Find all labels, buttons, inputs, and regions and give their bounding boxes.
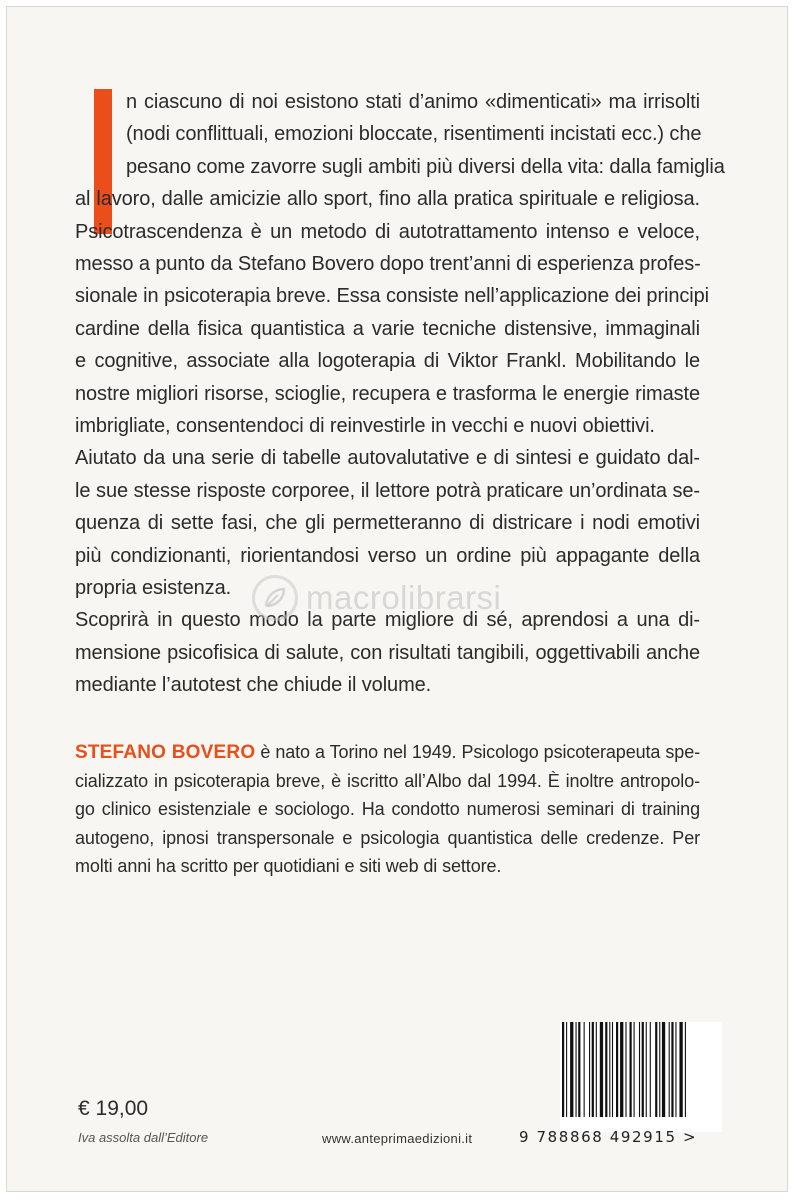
blurb-line: Psicotrascendenza è un metodo di autotrattamento intenso e veloce, (75, 220, 700, 243)
blurb-line: quenza di sette fasi, che gli permetteranno di districare i nodi emotivi (75, 512, 700, 535)
blurb-opening (126, 86, 725, 183)
blurb-line: e cognitive, associate alla logoterapia di Viktor Frankl. Mobilitando le (75, 350, 700, 373)
tax-note: Iva assolta dall’Editore (78, 1130, 209, 1145)
barcode-bar (605, 1022, 607, 1117)
blurb-line: Scoprirà in questo modo la parte migliore di sé, aprendosi a una di- (75, 609, 700, 632)
barcode (560, 1022, 722, 1132)
barcode-bars (560, 1022, 722, 1117)
barcode-bar (562, 1022, 564, 1117)
blurb-line: n ciascuno di noi esistono stati d’animo «dimenticati» ma irrisolti (126, 91, 700, 113)
bio-line: è nato a Torino nel 1949. Psicologo psicoterapeuta spe- (255, 742, 701, 762)
bio-first-line (75, 738, 700, 767)
barcode-bar (578, 1022, 580, 1117)
barcode-bar (620, 1022, 623, 1117)
blurb-line: cardine della fisica quantistica a varie tecniche distensive, immaginali (75, 317, 700, 340)
blurb-line: più condizionanti, riorientandosi verso un ordine più appagante della (75, 544, 700, 567)
blurb-line: al lavoro, dalle amicizie allo sport, fino alla pratica spirituale e religiosa. (75, 188, 700, 211)
bio-line: cializzato in psicoterapia breve, è iscritto all’Albo dal 1994. È inoltre antropolo- (75, 771, 700, 792)
barcode-bar (659, 1022, 660, 1117)
author-name: STEFANO BOVERO (75, 742, 256, 763)
barcode-bar (685, 1022, 686, 1117)
barcode-bar (669, 1022, 670, 1117)
barcode-bar (616, 1022, 618, 1117)
blurb-line: le sue stesse risposte corporee, il lettore potrà praticare un’ordinata se- (75, 479, 700, 502)
blurb-line: nostre migliori risorse, scioglie, recupera e trasforma le energie rimaste (75, 382, 700, 405)
barcode-bar (642, 1022, 644, 1117)
price: € 19,00 (78, 1097, 149, 1120)
barcode-bar (596, 1022, 597, 1117)
barcode-bar (634, 1022, 635, 1117)
blurb-line: Aiutato da una serie di tabelle autovalutative e di sintesi e guidato dal- (75, 447, 700, 470)
barcode-bar (592, 1022, 594, 1117)
watermark (252, 575, 501, 621)
blurb-line: pesano come zavorre sugli ambiti più diversi della vita: dalla famiglia (126, 155, 725, 178)
bio-line: go clinico esistenziale e sociologo. Ha condotto numerosi seminari di training (75, 799, 700, 820)
barcode-bar (584, 1022, 585, 1117)
barcode-bar (566, 1022, 567, 1117)
barcode-bar (646, 1022, 647, 1117)
barcode-bar (639, 1022, 640, 1117)
blurb-line: (nodi conflittuali, emozioni bloccate, risentimenti incistati ecc.) che (126, 123, 702, 146)
barcode-bar (600, 1022, 603, 1117)
barcode-bar (625, 1022, 626, 1117)
blurb-line: mensione psicofisica di salute, con risultati tangibili, oggettivabili anche (75, 641, 700, 664)
blurb-line: imbrigliate, consentendoci di reinvestirle in vecchi e nuovi obiettivi. (75, 415, 655, 438)
barcode-bar (650, 1022, 651, 1117)
barcode-bar (675, 1022, 676, 1117)
blurb-body (75, 183, 709, 702)
barcode-bar (589, 1022, 590, 1117)
bio-line: molti anni ha scritto per quotidiani e siti web di settore. (75, 855, 502, 876)
bio-line: autogeno, ipnosi transpersonale e psicologia quantistica delle credenze. Per (75, 827, 700, 848)
watermark-text: macrolibrarsi (306, 579, 502, 616)
blurb-line: messo a punto da Stefano Bovero dopo trent’anni di esperienza profes- (75, 253, 701, 275)
blurb-line: mediante l’autotest che chiude il volume. (75, 674, 432, 697)
barcode-bar (612, 1022, 613, 1117)
barcode-bar (655, 1022, 657, 1117)
barcode-bar (671, 1022, 673, 1117)
leaf-logo-icon (252, 575, 298, 621)
blurb-line: propria esistenza. (75, 577, 232, 600)
barcode-bar (576, 1022, 577, 1117)
barcode-bar (662, 1022, 665, 1117)
publisher-website: www.anteprimaedizioni.it (322, 1131, 473, 1146)
isbn-number: 9 788868 492915 > (519, 1128, 698, 1146)
barcode-bar (630, 1022, 632, 1117)
barcode-bar (570, 1022, 573, 1117)
author-bio (75, 738, 700, 880)
blurb-line: sionale in psicoterapia breve. Essa consiste nell’applicazione dei principi (75, 285, 709, 308)
barcode-bar (609, 1022, 610, 1117)
barcode-bar (679, 1022, 682, 1117)
